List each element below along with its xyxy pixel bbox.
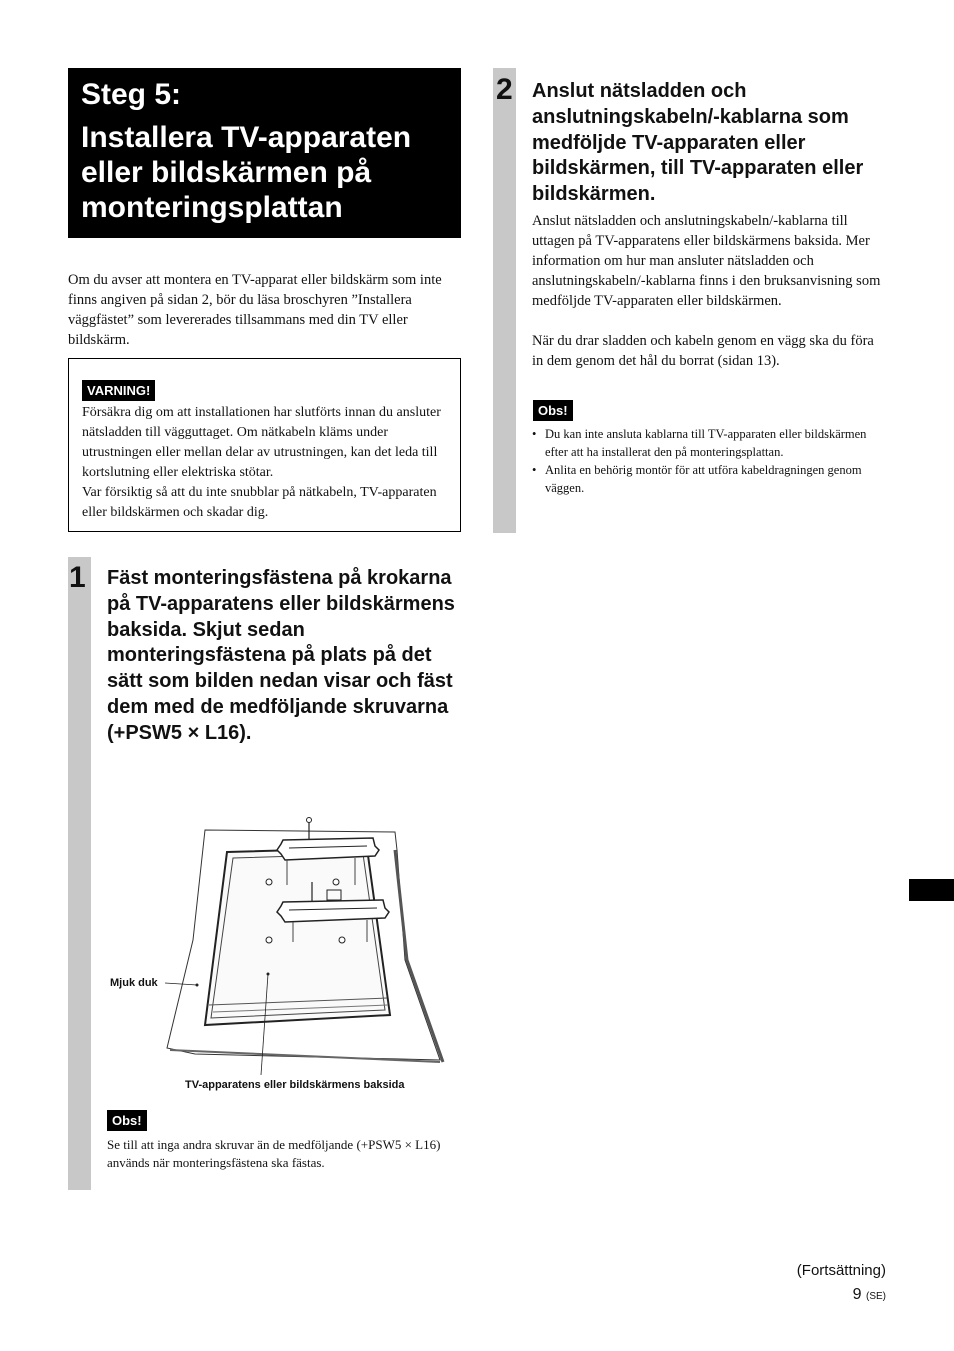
continuation-note: (Fortsättning) <box>796 1262 886 1279</box>
list-item: • Du kan inte ansluta kablarna till TV-apparaten eller bildskärmen efter att ha installerat den på monteringsplattan. <box>530 426 875 461</box>
step2-heading: Anslut nätsladden och anslutningskabeln/-kablarna som medföljde TV-apparaten eller bildskärmen, till TV-apparaten eller bildskärmen. <box>532 80 864 206</box>
figure-label-tv-back: TV-apparatens eller bildskärmens baksida <box>185 1079 405 1091</box>
step2-sidebar <box>493 68 516 533</box>
step2-obs-label: Obs! <box>533 400 573 421</box>
page-number-suffix: (SE) <box>866 1291 886 1302</box>
step2-obs-list <box>530 426 875 498</box>
section-tab-marker <box>909 879 954 901</box>
warning-label: VARNING! <box>82 380 155 401</box>
title-block <box>68 68 461 238</box>
mounting-diagram <box>105 810 455 1100</box>
step1-obs-text: Se till att inga andra skruvar än de medföljande (+PSW5 × L16) används när monteringsfästena ska fästas. <box>107 1137 441 1170</box>
list-item: • Anlita en behörig montör för att utföra kabeldragningen genom väggen. <box>530 462 875 497</box>
step1-number: 1 <box>69 561 86 594</box>
step2-paragraph-2: När du drar sladden och kabeln genom en vägg ska du föra in dem genom det hål du borrat (sidan 13). <box>532 333 874 369</box>
step-title: Steg 5: <box>81 78 182 111</box>
intro-paragraph: Om du avser att montera en TV-apparat eller bildskärm som inte finns angiven på sidan 2, bör du läsa broschyren ”Installera väggfästet” som levererades tillsammans med din TV eller bildskärm. <box>68 272 442 348</box>
page-number-value: 9 <box>852 1286 862 1303</box>
page-title: Installera TV-apparaten eller bildskärmen på monteringsplattan <box>81 121 412 224</box>
step2-number: 2 <box>496 73 513 106</box>
step1-heading: Fäst monteringsfästena på krokarna på TV-apparatens eller bildskärmens baksida. Skjut sedan monteringsfästena på plats på det sätt som bilden nedan visar och fäst dem med de medföljande skruvarna (+PSW5 × L16). <box>107 567 455 744</box>
figure-label-soft-cloth: Mjuk duk <box>110 977 158 989</box>
step1-obs-label: Obs! <box>107 1110 147 1131</box>
warning-box <box>68 358 461 532</box>
page-number <box>853 1286 886 1304</box>
warning-text-1: Försäkra dig om att installationen har slutförts innan du ansluter nätsladden till vägguttaget. Om nätkabeln kläms under utrustningen eller mellan delar av utrustningen, kan det leda till kortslutning eller elektriska stötar. <box>82 405 441 480</box>
warning-text <box>82 403 452 523</box>
warning-text-2: Var försiktig så att du inte snubblar på nätkabeln, TV-apparaten eller bildskärmen och skadar dig. <box>82 485 437 520</box>
step1-sidebar <box>68 557 91 1190</box>
step2-paragraph-1: Anslut nätsladden och anslutningskabeln/-kablarna till uttagen på TV-apparatens eller bildskärmens baksida. Mer information om hur man ansluter nätsladden och anslutningskabeln/-kablarna finns i den bruksanvisning som medföljde TV-apparaten eller bildskärmen. <box>532 213 881 309</box>
